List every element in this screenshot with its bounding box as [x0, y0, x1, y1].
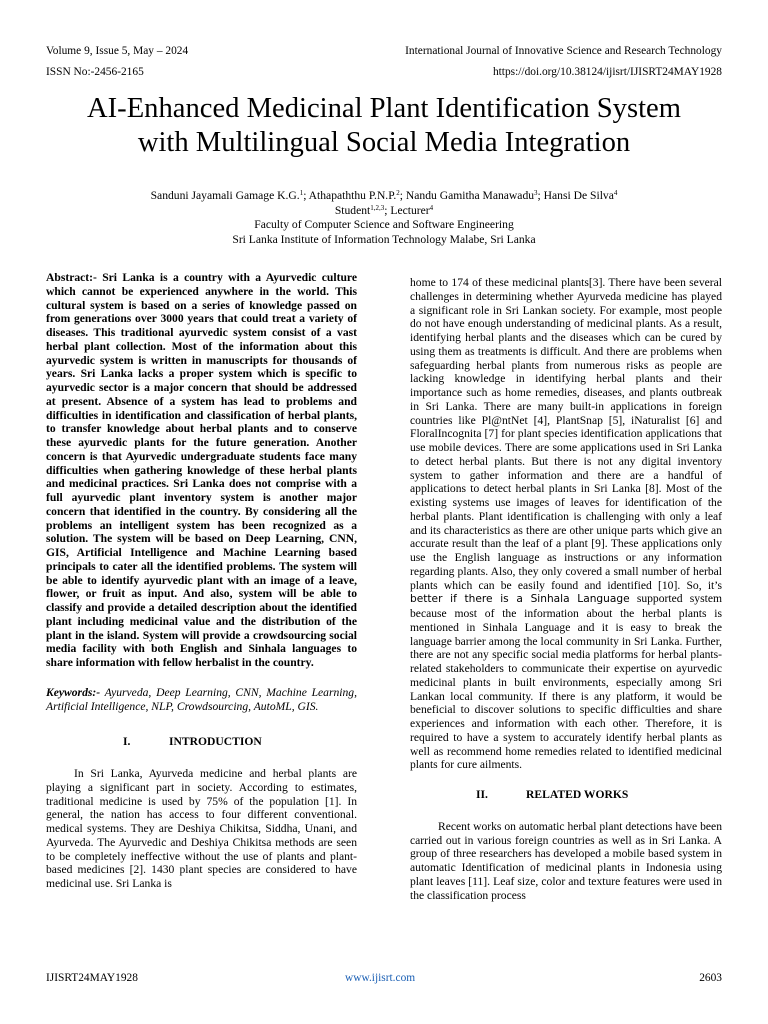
author-roles — [20, 204, 748, 219]
intro-text-sinhala-phrase: better if there is a Sinhala Language — [410, 593, 630, 606]
author-name: Sanduni Jayamali Gamage K.G. — [150, 189, 300, 202]
intro-text-part-2: supported system because most of the information about the herbal plants is mentioned in Sinhala Language and it is easy to break the language barrier among the local community in Sri Lanka. Further, there are not any specific social media platforms for herbal plants-related stakeholders to communicate their expertise on ayurvedic medicinal plants in built environments, especially among Sri Lankan local community. If there is any platform, it would be beneficial to discover solutions to specific difficulties and share experiences and information with each other. Therefore, it is required to have a system to accurately identify herbal plants as well as recommend home remedies related to identified medicinal plants for cure ailments. — [410, 592, 722, 772]
introduction-continued-paragraph — [410, 276, 722, 772]
paper-title-line-2: with Multilingual Social Media Integration — [137, 127, 631, 158]
author-name: ; Athapaththu P.N.P. — [303, 189, 397, 202]
left-column — [46, 271, 357, 891]
right-column — [410, 276, 722, 902]
paper-title-line-1: AI-Enhanced Medicinal Plant Identification System — [87, 93, 681, 124]
section-title: INTRODUCTION — [169, 735, 262, 749]
volume-issue: Volume 9, Issue 5, May – 2024 — [46, 45, 189, 57]
section-number: I. — [123, 735, 131, 749]
doi-link[interactable]: https://doi.org/10.38124/ijisrt/IJISRT24MAY1928 — [492, 66, 722, 78]
affiliation-marker: 3 — [534, 189, 538, 197]
section-number: II. — [476, 788, 488, 801]
affiliation-marker: 4 — [613, 189, 618, 197]
keywords-list: Ayurveda, Deep Learning, CNN, Machine Learning, Artificial Intelligence, NLP, Crowdsourcing, AutoML, GIS. — [46, 685, 357, 713]
author-block — [20, 189, 748, 247]
page-number: 2603 — [699, 972, 722, 984]
role-lecturer: ; Lecturer — [384, 203, 430, 217]
keywords-label: Keywords:- — [46, 685, 101, 699]
institute: Sri Lanka Institute of Information Technology Malabe, Sri Lanka — [232, 232, 536, 246]
related-works-paragraph: Recent works on automatic herbal plant detections have been carried out in various foreign countries as well as in Sri Lanka. A group of three researchers has developed a mobile based system in automatic Identification of medicinal plants in Indonesia using plant leaves [11]. Leaf size, color and texture features were used in the classification process — [410, 819, 722, 902]
paper-title — [20, 92, 748, 160]
author-list — [20, 189, 748, 204]
section-title: RELATED WORKS — [526, 788, 629, 801]
affiliation-marker: 2 — [396, 189, 400, 197]
section-heading-introduction — [46, 735, 357, 749]
faculty: Faculty of Computer Science and Software Engineering — [254, 218, 514, 232]
keywords — [46, 686, 357, 714]
intro-text-part-1: home to 174 of these medicinal plants[3]. There have been several challenges in determining whether Ayurveda medicine has played a significant role in Sri Lankan society. For example, most people do not have enough understanding of medicinal plants. As a result, identifying herbal plants and the diseases which can be cured by using them as treatments is difficult. And there are problems when safeguarding herbal plants from numerous risks as people are lacking knowledge in identifying herbal plants and their importance such as home remedies, diseases, and plants outbreak in Sri Lanka. There are many built-in applications in foreign countries like Pl@ntNet [4], PlantSnap [5], iNaturalist [6] and FloralIncognita [7] for plant species identification applications that use mobile devices. There are some applications used in Sri Lanka to detect herbal plants. But there is not any digital inventory system to gather information and there are a handful of applications to detect herbal plants in Sri Lanka [8]. Most of the existing systems use images of leaves for identification of the herbal plants. Plant identification is challenging with only a leaf and its characteristics as there are other unique parts which give an accurate result than the leaf of a plant [9]. These applications only use the English language as instructions or any information regarding plants. Also, they only covered a small number of herbal plants which can be easily found and identified [10]. So, it’s — [410, 276, 722, 592]
footer-website-link[interactable]: www.ijisrt.com — [345, 972, 416, 984]
abstract: Abstract:- Sri Lanka is a country with a Ayurvedic culture which cannot be experienced anywhere in the world. This cultural system is based on a series of knowledge passed on from generations over 3000 years that could treat a variety of diseases. This traditional ayurvedic system consist of a vast herbal plant collection. Most of the information about this ayurvedic system is written in manuscripts for thousands of years. Sri Lanka lacks a proper system which is specific to ayurvedic sector is a major concern that should be addressed at present. Absence of a system has lead to problems and difficulties in identification and classification of herbal plants, to transfer knowledge about herbal plants and to conserve these ayurvedic plants for the future generation. Another concern is that Ayurvedic undergraduate students face many difficulties when gathering knowledge of these herbal plants and medicinal practices. Sri Lanka does not comprise with a full ayurvedic plant inventory system is another major concern that identified in the country. By considering all the problems an intelligent system has been recognized as a solution. The system will be based on Deep Learning, CNN, GIS, Artificial Intelligence and Machine Learning based principals to cater all the identified problems. The system will be able to identify ayurvedic plant with an image of a leave, flower, or fruit as input. And also, system will be able to classify and provide a detailed description about the identified plant including medicinal value and the distribution of the plant in the island. System will provide a crowdsourcing social media facility with both English and Sinhala languages to share information with fellow herbalist in the country. — [46, 271, 357, 669]
affiliation-marker: 1 — [299, 189, 304, 197]
role-marker: 4 — [429, 203, 434, 212]
footer-paper-code: IJISRT24MAY1928 — [46, 972, 138, 984]
introduction-paragraph: In Sri Lanka, Ayurveda medicine and herbal plants are playing a significant part in society. According to estimates, traditional medicine is used by 75% of the population [1]. In general, the nation has access to four different conventional. medical systems. They are Deshiya Chikitsa, Siddha, Unani, and Ayurveda. The Ayurvedic and Deshiya Chikitsa methods are seen to be completely ineffective without the use of plants and plant-based medicines [2]. 1430 plant species are considered to have medicinal use. Sri Lanka is — [46, 767, 357, 890]
section-heading-related-works — [410, 788, 722, 802]
role-student: Student — [334, 203, 371, 217]
issn: ISSN No:-2456-2165 — [46, 66, 144, 78]
role-marker: 1,2,3 — [370, 203, 385, 212]
author-name: ; Nandu Gamitha Manawadu — [399, 189, 535, 202]
journal-name: International Journal of Innovative Science and Research Technology — [405, 45, 722, 57]
author-name: ; Hansi De Silva — [537, 189, 614, 202]
